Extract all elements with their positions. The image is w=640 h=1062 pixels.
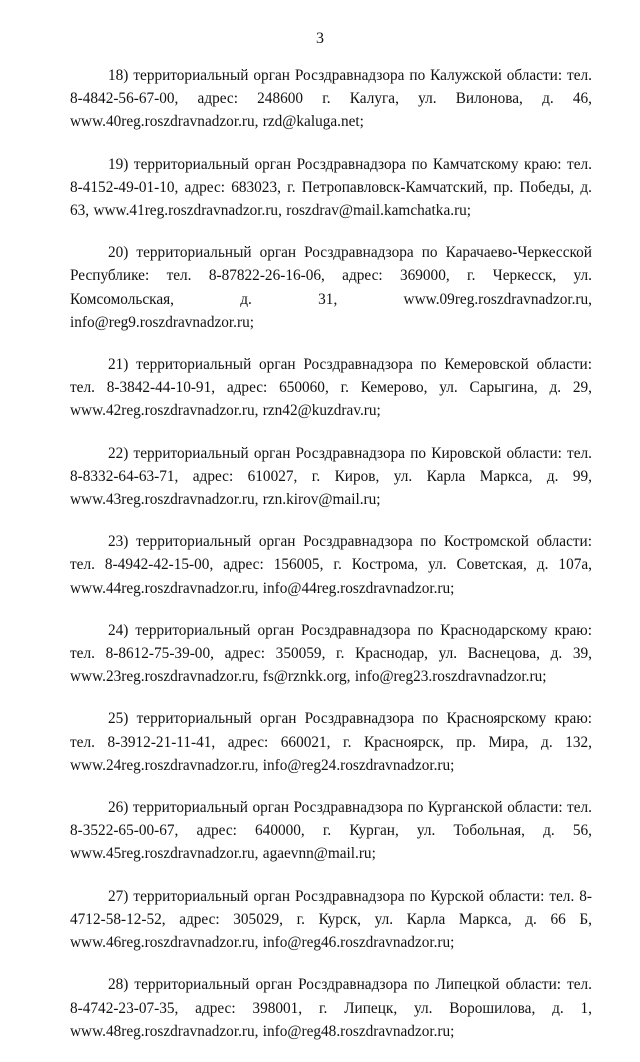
list-item: 21) территориальный орган Росздравнадзора по Кемеровской области: тел. 8-3842-44-10-91, адрес: 650060, г. Кемерово, ул. Сарыгина, д. 29, www.42reg.roszdravnadzor.ru, rzn42@kuzdrav.ru; [70,356,592,420]
list-item: 19) территориальный орган Росздравнадзора по Камчатскому краю: тел. 8-4152-49-01-10, адрес: 683023, г. Петропавловск-Камчатский, пр. Победы, д. 63, www.41reg.roszdravnadzor.ru, roszdrav@mail.kamchatka.ru; [70,155,592,220]
list-item: 22) территориальный орган Росздравнадзора по Кировской области: тел. 8-8332-64-63-71, адрес: 610027, г. Киров, ул. Карла Маркса, д. 99, www.43reg.roszdravnadzor.ru, rzn.kirov@mail.ru; [70,444,592,509]
list-item: 27) территориальный орган Росздравнадзора по Курской области: тел. 8-4712-58-12-52, адрес: 305029, г. Курск, ул. Карла Маркса, д. 66 Б, www.46reg.roszdravnadzor.ru, info@reg46.roszdravnadzor.ru; [70,887,592,952]
list-item: 18) территориальный орган Росздравнадзора по Калужской области: тел. 8-4842-56-67-00, адрес: 248600 г. Калуга, ул. Вилонова, д. 46, www.40reg.roszdravnadzor.ru, rzd@kaluga.net; [70,67,592,131]
list-item: 20) территориальный орган Росздравнадзора по Карачаево-Черкесской Республике: тел. 8-87822-26-16-06, адрес: 369000, г. Черкесск, ул. Комсомольская, д. 31, www.09reg.roszdravnadzor.ru, info@reg9.roszdravnadzor.ru; [70,244,592,331]
list-item: 26) территориальный орган Росздравнадзора по Курганской области: тел. 8-3522-65-00-67, адрес: 640000, г. Курган, ул. Тобольная, д. 56, www.45reg.roszdravnadzor.ru, agaevnn@mail.ru; [70,799,592,863]
document-body [70,64,592,1062]
list-item: 25) территориальный орган Росздравнадзора по Красноярскому краю: тел. 8-3912-21-11-41, адрес: 660021, г. Красноярск, пр. Мира, д. 132, www.24reg.roszdravnadzor.ru, info@reg24.roszdravnadzor.ru; [70,710,592,774]
page-number: 3 [316,30,324,47]
list-item: 24) территориальный орган Росздравнадзора по Краснодарскому краю: тел. 8-8612-75-39-00, адрес: 350059, г. Краснодар, ул. Васнецова, д. 39, www.23reg.roszdravnadzor.ru, fs@rznkk.org, info@reg23.roszdravnadzor.ru; [70,621,592,686]
list-item: 23) территориальный орган Росздравнадзора по Костромской области: тел. 8-4942-42-15-00, адрес: 156005, г. Кострома, ул. Советская, д. 107а, www.44reg.roszdravnadzor.ru, info@44reg.roszdravnadzor.ru; [70,533,592,597]
list-item: 28) территориальный орган Росздравнадзора по Липецкой области: тел. 8-4742-23-07-35, адрес: 398001, г. Липецк, ул. Ворошилова, д. 1, www.48reg.roszdravnadzor.ru, info@reg48.roszdravnadzor.ru; [70,976,592,1040]
